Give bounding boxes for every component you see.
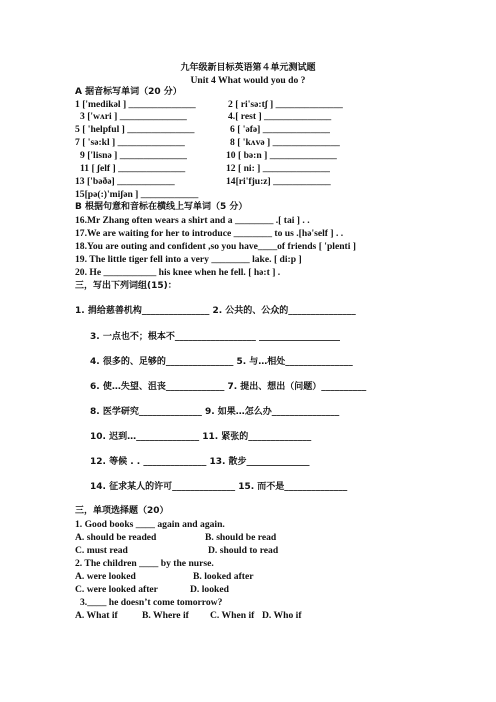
section-a-heading: A 据音标写单词（20 分） — [75, 87, 182, 97]
option-b: B. looked after — [193, 571, 254, 582]
phonetic-item: 4.[ rest ] ______________ — [228, 111, 332, 122]
page-subtitle: Unit 4 What would you do ? — [190, 75, 306, 86]
phonetic-item: 8 [ 'kʌvə ] ______________ — [230, 137, 340, 148]
sentence-item: 20. He ___________ his knee when he fell. [ hə:t ] . — [75, 267, 281, 278]
question-stem: 3.____ he doesn’t come tomorrow? — [80, 597, 223, 608]
question-stem: 2. The children ____ by the nurse. — [75, 558, 214, 569]
sentence-item: 19. The little tiger fell into a very ________ lake. [ di:p ] — [75, 254, 302, 265]
phrase-item: 4. 很多的、足够的_______________ 5. 与…相处_______________ — [90, 357, 353, 367]
option-c: C. must read — [75, 545, 128, 556]
phrase-item: 10. 迟到…______________ 11. 紧张的______________ — [90, 432, 312, 442]
section-phrases-heading: 三，写出下列词组(15)： — [75, 281, 177, 291]
phonetic-item: 13 ['bəðə] ____________ — [75, 176, 175, 187]
option-a: A. What if — [75, 610, 118, 621]
option-d: D. should to read — [208, 545, 279, 556]
phonetic-item: 7 [ 'sə:kl ] ______________ — [75, 137, 185, 148]
question-stem: 1. Good books ____ again and again. — [75, 519, 225, 530]
phrase-item: 3. 一点也不；根本不__________________ __________________ — [90, 332, 340, 342]
option-d: D. Who if — [262, 610, 302, 621]
phrase-item: 1. 捐给慈善机构_______________ 2. 公共的、公众的_______________ — [75, 306, 356, 316]
option-b: B. Where if — [142, 610, 189, 621]
sentence-item: 16.Mr Zhang often wears a shirt and a ________ .[ tai ] . . — [75, 215, 310, 226]
option-a: A. were looked — [75, 571, 136, 582]
option-b: B. should be read — [205, 532, 277, 543]
phrase-item: 6. 使…失望、沮丧_____________ 7. 提出、想出（问题）__________ — [90, 382, 367, 392]
phonetic-item: 12 [ ni: ] ______________ — [226, 163, 330, 174]
page-title: 九年级新目标英语第４单元测试题 — [180, 63, 316, 73]
section-b-heading: B 根据句意和音标在横线上写单词（5 分） — [75, 202, 248, 212]
phonetic-item: 3 ['wʌri ] ______________ — [80, 111, 187, 122]
phonetic-item: 2 [ ri'sə:tʃ ] ______________ — [228, 99, 343, 110]
phonetic-item: 15[pə(:)'miʃən ] ____________ — [75, 189, 199, 200]
phrase-item: 12. 等候 . . ______________ 13. 散步______________ — [90, 457, 310, 467]
phonetic-item: 5 [ 'helpful ] ______________ — [75, 124, 195, 135]
phonetic-item: 6 [ 'əfə] ______________ — [230, 124, 330, 135]
phonetic-item: 1 ['medikəl ] ______________ — [75, 99, 196, 110]
sentence-item: 17.We are waiting for her to introduce ________ to us .[hə'self ] . . — [75, 228, 344, 239]
phonetic-item: 10 [ bə:n ] ______________ — [226, 150, 337, 161]
option-d: D. looked — [190, 584, 229, 595]
phonetic-item: 11 [ ʃelf ] ______________ — [80, 163, 186, 174]
phonetic-item: 14[ri'fju:z] ____________ — [226, 176, 331, 187]
sentence-item: 18.You are outing and confident ,so you have____of friends [ 'plenti ] — [75, 241, 356, 252]
phrase-item: 8. 医学研究______________ 9. 如果…怎么办_______________ — [90, 407, 340, 417]
phrase-item: 14. 征求某人的许可______________ 15. 而不是______________ — [90, 482, 348, 492]
option-c: C. were looked after — [75, 584, 158, 595]
option-c: C. When if — [210, 610, 255, 621]
option-a: A. should be readed — [75, 532, 157, 543]
section-choice-heading: 三，单项选择题（20） — [75, 506, 169, 516]
phonetic-item: 9 ['lisnə ] ______________ — [80, 150, 187, 161]
